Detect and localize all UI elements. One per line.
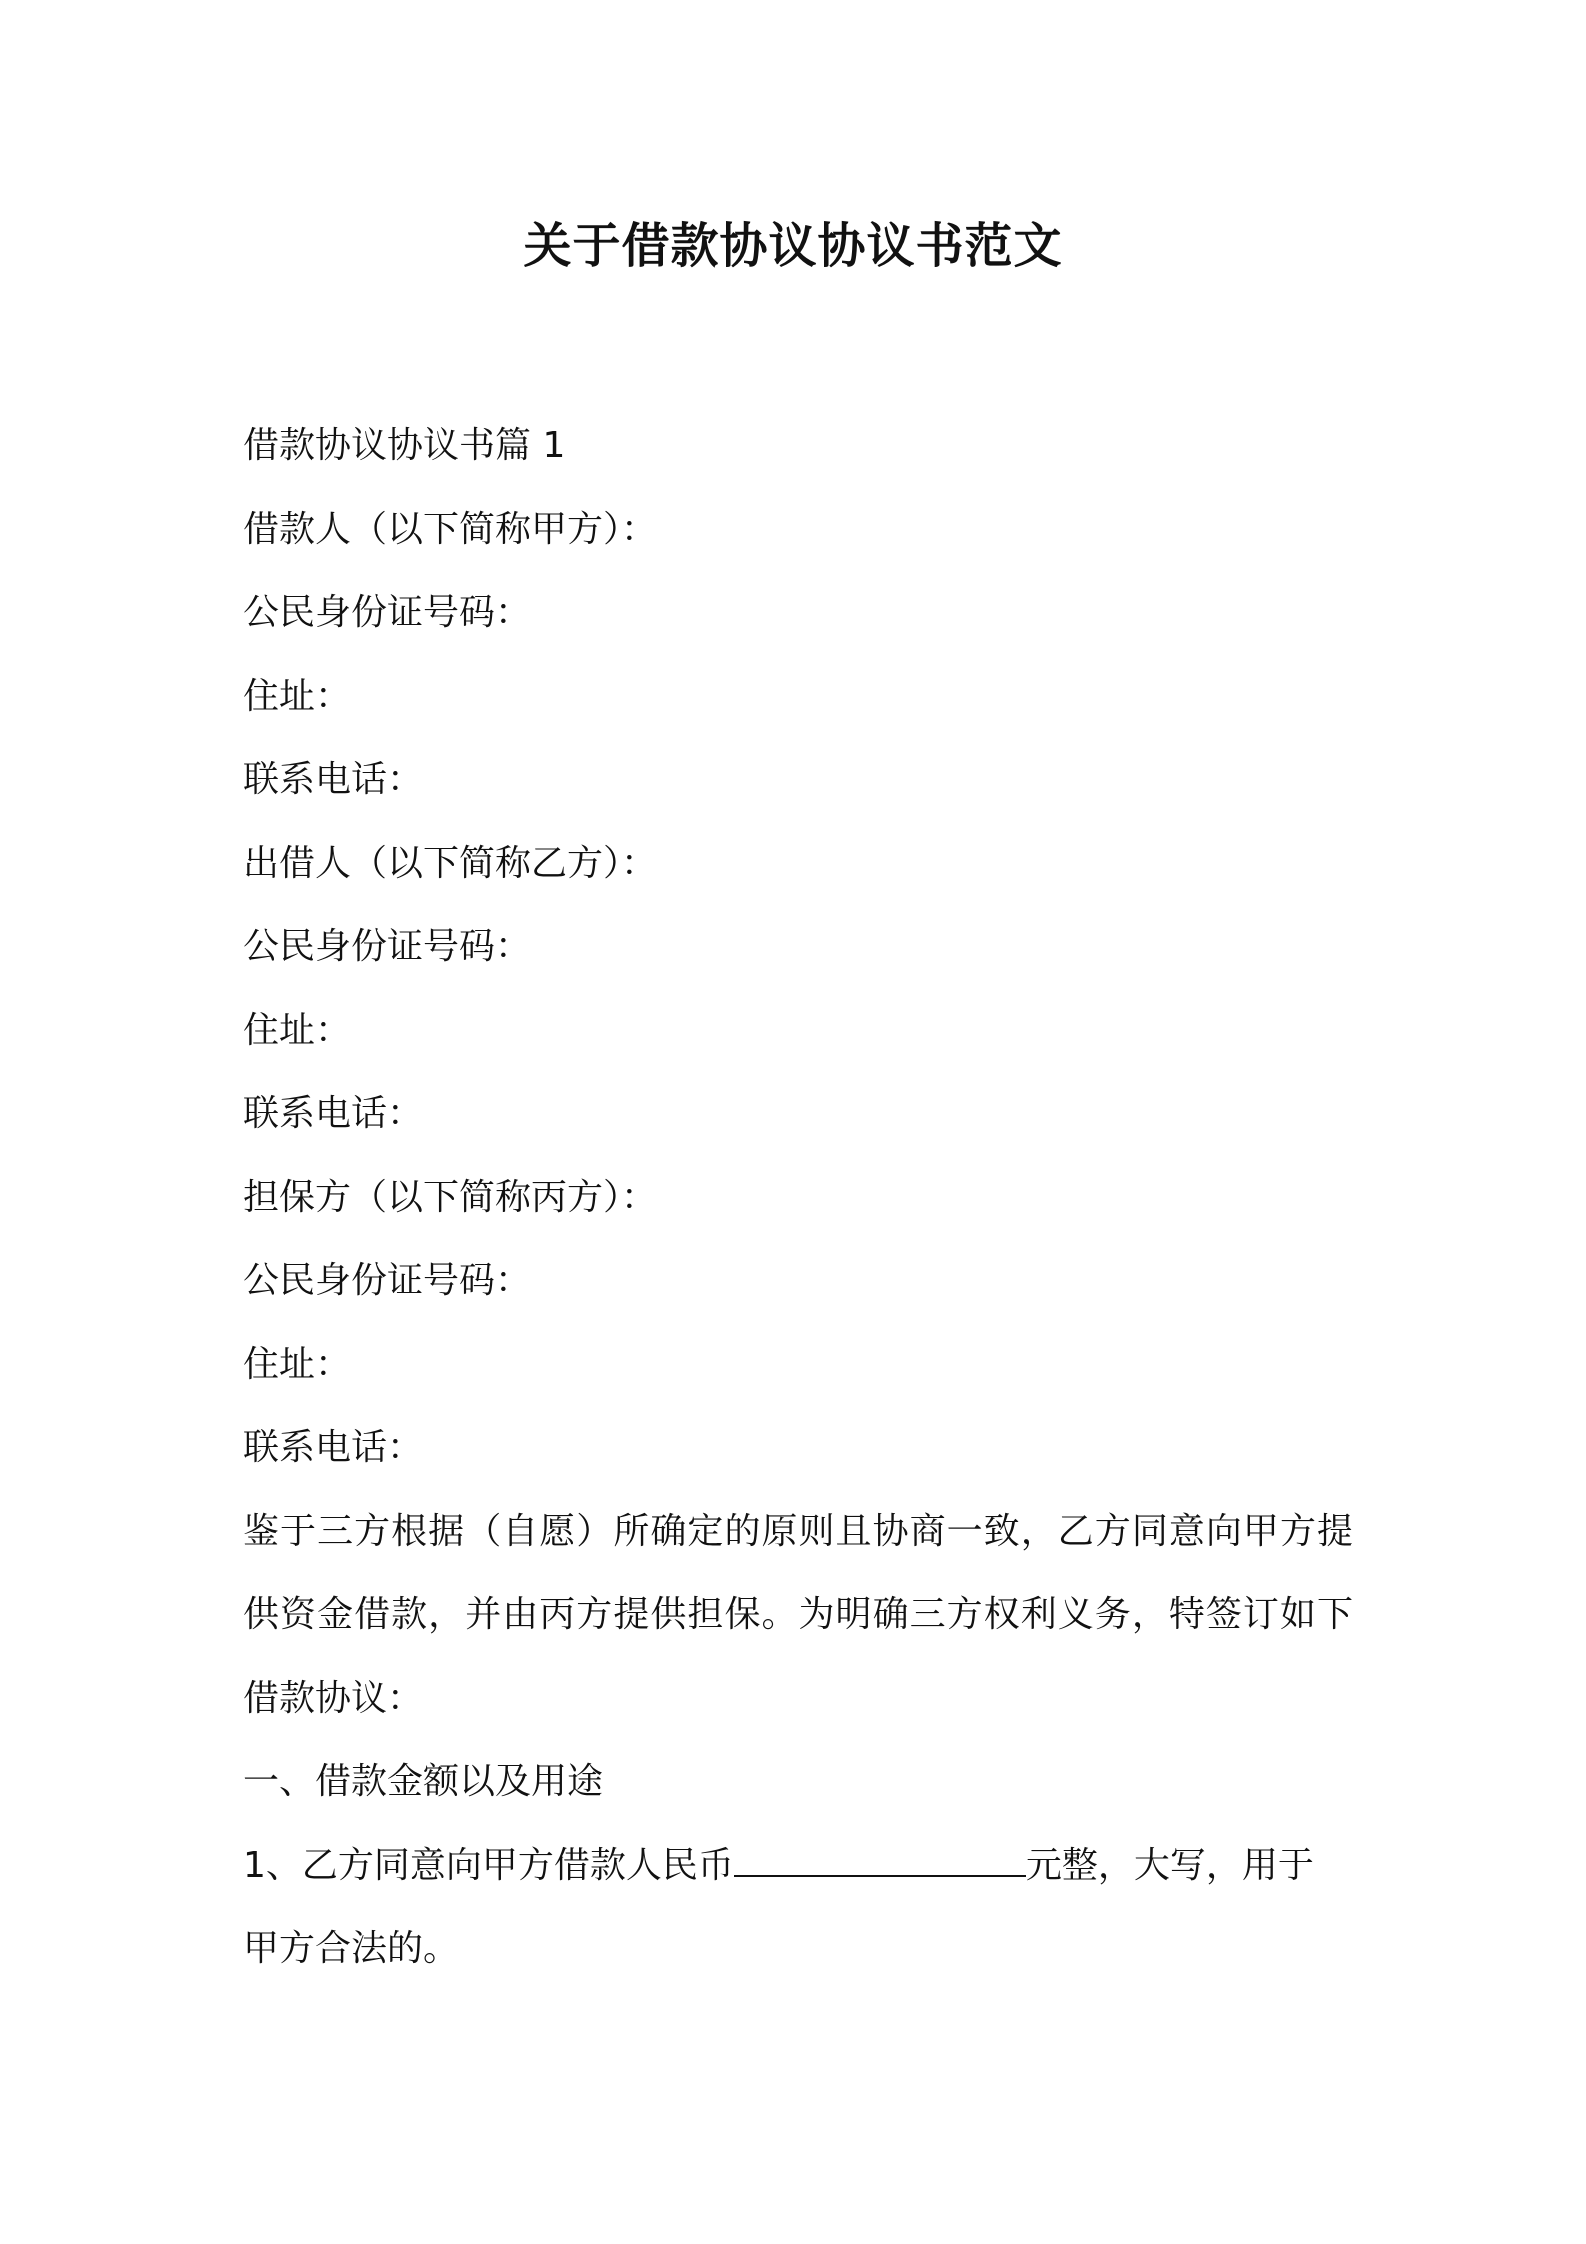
- borrower-phone-label: 联系电话：: [243, 759, 424, 800]
- borrower-id-label: 公民身份证号码：: [243, 592, 532, 633]
- borrower-address-label: 住址：: [243, 675, 352, 717]
- clause-one-heading: 一、借款金额以及用途: [243, 1761, 604, 1802]
- document-title: 关于借款协议协议书范文: [523, 218, 1063, 274]
- lender-address-label: 住址：: [243, 1009, 352, 1051]
- clause-one-item-1-prefix: 1、乙方同意向甲方借款人民币: [243, 1844, 734, 1886]
- clause-one-item-1-suffix: 元整，大写，用于: [1025, 1844, 1314, 1886]
- document-body: [243, 404, 1353, 1991]
- borrower-label: 借款人（以下简称甲方）：: [243, 508, 658, 550]
- guarantor-address-label: 住址：: [243, 1343, 352, 1385]
- guarantor-id-label: 公民身份证号码：: [243, 1260, 532, 1301]
- section-heading: 借款协议协议书篇 1: [243, 425, 566, 466]
- guarantor-phone-label: 联系电话：: [243, 1427, 424, 1468]
- lender-label: 出借人（以下简称乙方）：: [243, 842, 658, 884]
- amount-blank-line: [734, 1845, 1026, 1877]
- preamble-paragraph: 鉴于三方根据（自愿）所确定的原则且协商一致，乙方同意向甲方提供资金借款，并由丙方提供担保。为明确三方权利义务，特签订如下借款协议：: [243, 1510, 1353, 1719]
- lender-id-label: 公民身份证号码：: [243, 926, 532, 967]
- lender-phone-label: 联系电话：: [243, 1093, 424, 1134]
- clause-one-item-1: [243, 1824, 1353, 1908]
- guarantor-label: 担保方（以下简称丙方）：: [243, 1176, 658, 1218]
- clause-one-item-1-continuation: 甲方合法的。: [243, 1928, 460, 1969]
